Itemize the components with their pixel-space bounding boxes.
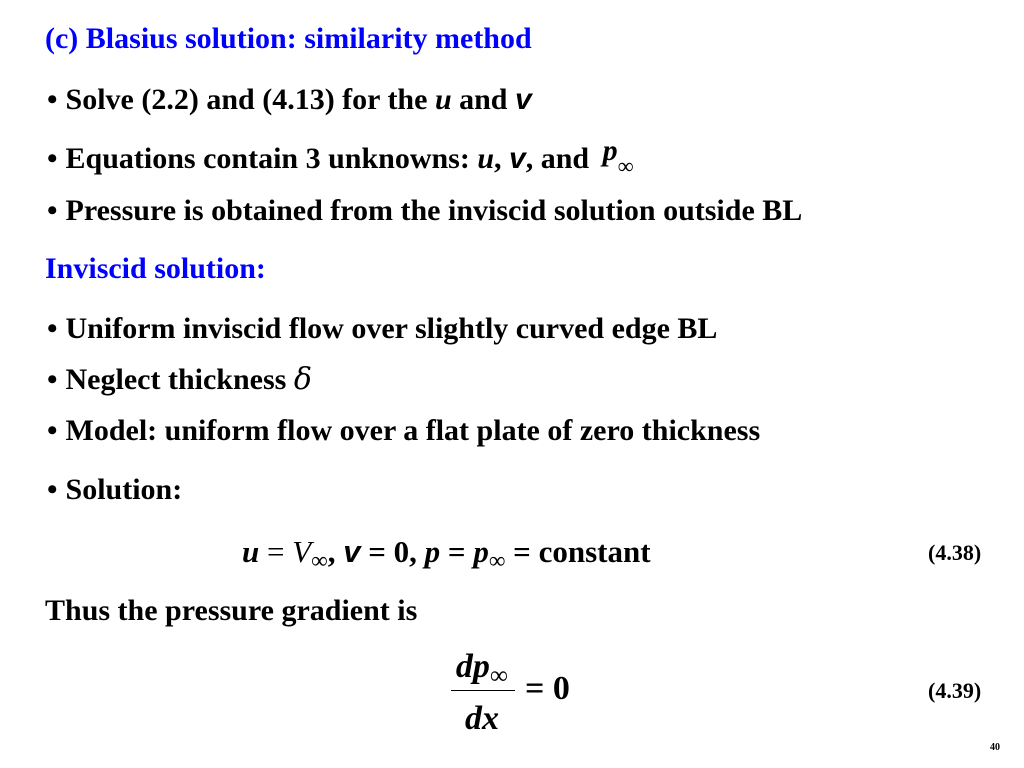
bullet-icon: •	[47, 312, 58, 345]
bullet-uniform-flow	[47, 314, 717, 344]
subtitle: Inviscid solution:	[45, 252, 266, 285]
bullet-icon: •	[47, 414, 58, 447]
infinity-symbol: ∞	[488, 547, 506, 574]
fraction-bar	[451, 690, 515, 691]
equals-zero-rhs: = 0	[525, 670, 570, 707]
equals-sign: =	[259, 534, 293, 569]
fraction-denominator: dx	[465, 700, 499, 737]
infinity-symbol: ∞	[311, 547, 328, 574]
dp-text: dp	[455, 648, 490, 685]
var-v: v	[509, 142, 526, 175]
fraction-numerator	[449, 648, 515, 690]
bullet-text: Uniform inviscid flow over slightly curved edge BL	[65, 312, 718, 345]
var-v: v	[515, 83, 532, 116]
bullet-icon: •	[47, 142, 58, 175]
bullet-text: Solution:	[65, 473, 183, 506]
var-p: p	[473, 534, 489, 569]
thus-text: Thus the pressure gradient is	[45, 594, 418, 627]
var-p: p	[602, 134, 618, 167]
comma-text: ,	[327, 534, 344, 569]
bullet-solve	[47, 85, 532, 115]
bullet-text: Equations contain 3 unknowns:	[65, 142, 478, 175]
bullet-model	[47, 416, 760, 446]
bullet-solution	[47, 475, 182, 505]
bullet-icon: •	[47, 194, 58, 227]
bullet-text: Pressure is obtained from the inviscid solution outside BL	[65, 194, 803, 227]
comma-text: ,	[494, 142, 510, 175]
equation-number-4-39: (4.39)	[928, 678, 982, 703]
equation-4-38	[242, 536, 651, 573]
var-u: u	[434, 83, 452, 116]
bullet-icon: •	[47, 363, 58, 396]
page-number: 40	[990, 742, 1000, 753]
and-text: and	[451, 83, 515, 116]
var-p: p	[424, 534, 441, 569]
equation-number-4-38: (4.38)	[928, 540, 982, 565]
bullet-neglect	[47, 362, 312, 397]
infinity-symbol: ∞	[617, 153, 634, 179]
bullet-pressure	[47, 196, 802, 226]
var-v: v	[343, 534, 361, 569]
constant-text: = constant	[505, 534, 651, 569]
var-u: u	[242, 534, 260, 569]
var-u: u	[477, 142, 495, 175]
bullet-text: Model: uniform flow over a flat plate of zero thickness	[65, 414, 761, 447]
bullet-icon: •	[47, 83, 58, 116]
var-V: V	[292, 534, 312, 569]
equals-zero: = 0,	[360, 534, 425, 569]
bullet-icon: •	[47, 473, 58, 506]
bullet-text: Solve (2.2) and (4.13) for the	[65, 83, 435, 116]
bullet-unknowns	[47, 134, 634, 179]
infinity-symbol: ∞	[489, 660, 509, 690]
section-title: (c) Blasius solution: similarity method	[45, 22, 532, 55]
and-text: , and	[525, 142, 597, 175]
delta-symbol: δ	[293, 362, 312, 397]
bullet-text: Neglect thickness	[65, 363, 294, 396]
equals-sign: =	[440, 534, 474, 569]
